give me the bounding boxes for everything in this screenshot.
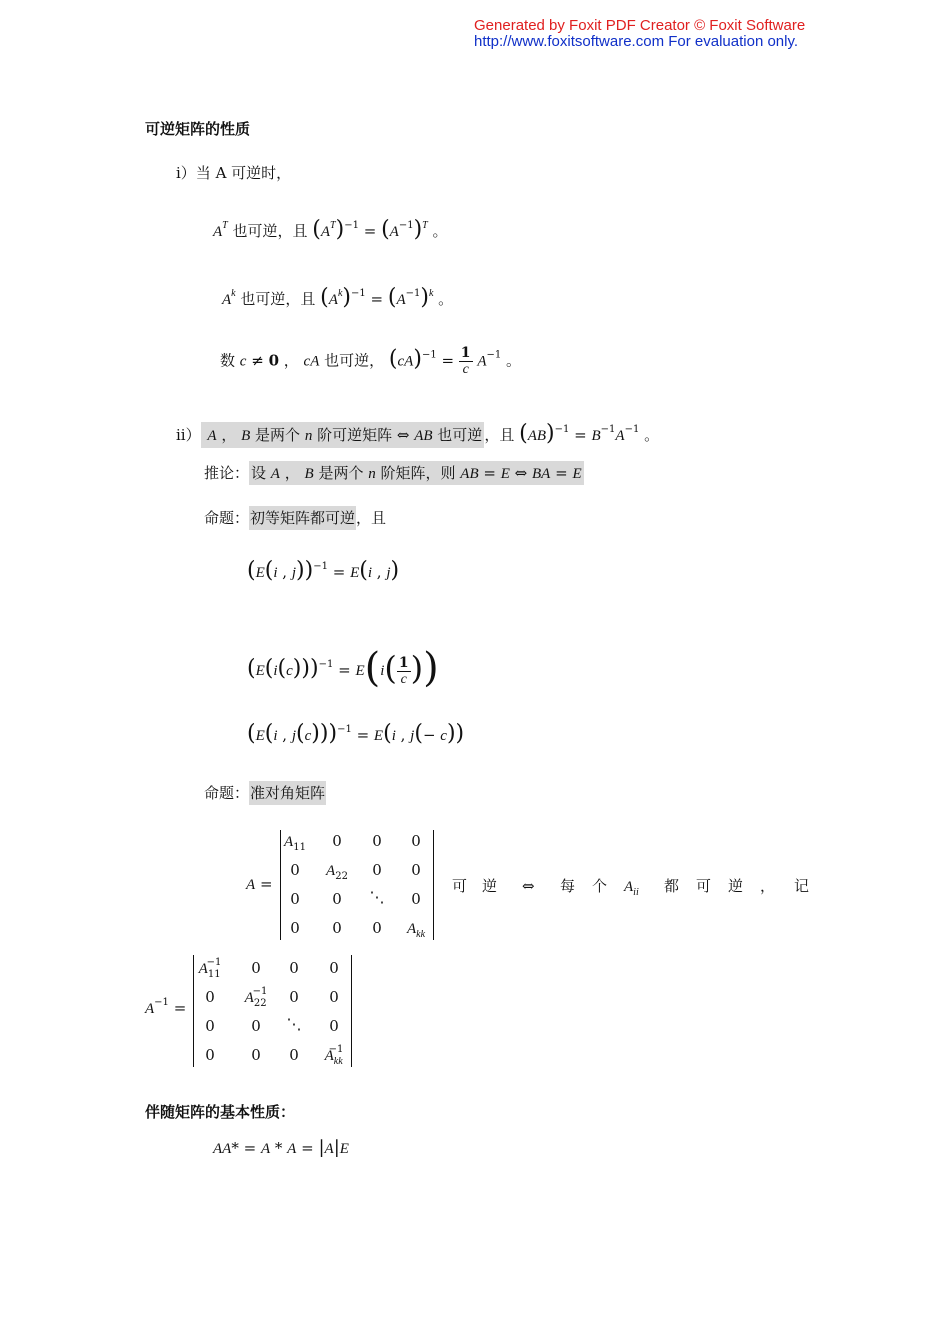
proposition-block-diagonal — [204, 782, 326, 803]
proposition-label: 命题： — [204, 509, 250, 527]
formula-adjoint: AA* = A * A = |A|E — [213, 1137, 349, 1158]
item-ii-label: ii） — [176, 426, 201, 444]
matrix-A-inverse: $A_{11}^{-1}$ 0 0 0 0 $A_{22}^{-1}$ 0 0 0 0 ⋱ 0 0 0 0 $A_{kk}^{-1}$ — [193, 955, 352, 1067]
item-i-intro: i）当 A 可逆时， — [176, 164, 292, 182]
proposition-label-2: 命题： — [204, 784, 250, 802]
formula-power: $A^k$ 也可逆，且 $(A^k)^{-1} = (A^{-1})^k$ 。 — [222, 285, 454, 310]
matrix-A: $A_{11}$ 0 0 0 0 $A_{22}$ 0 0 0 0 ⋱ 0 0 0 0 $A_{kk}$ — [280, 830, 434, 940]
proposition-highlight-2: 准对角矩阵 — [249, 781, 326, 805]
proposition-elementary: 命题：初等矩阵都可逆，且 — [204, 507, 386, 528]
corollary: 推论： 设 A ， B 是两个 n 阶矩阵，则 AB = E ⇔ BA = E — [204, 462, 584, 483]
formula-elementary-swap: (E(i , j))$^{-1}$ = E(i , j) — [247, 558, 400, 583]
section-title-adjoint: 伴随矩阵的基本性质： — [145, 1103, 296, 1121]
formula-elementary-add: (E(i , j(c)))$^{-1}$ = E(i , j(− c)) — [247, 721, 465, 746]
corollary-label: 推论： — [204, 464, 250, 482]
formula-scalar: 数 c ≠ 0 ， cA 也可逆， (cA)$^{-1}$ = $\frac{1}{c}$ $A^{-1}$ 。 — [220, 345, 522, 377]
formula-elementary-scale: $(E(i(c)))^{-1} = E(i$( $\frac{1}{c}$ )) — [247, 645, 439, 691]
matrix-A-label: A = — [246, 875, 273, 893]
watermark-line-2: http://www.foxitsoftware.com For evaluation only. — [474, 33, 799, 50]
section-title-invertible: 可逆矩阵的性质 — [145, 120, 251, 138]
watermark-line-1: Generated by Foxit PDF Creator © Foxit Software — [474, 17, 806, 34]
formula-transpose: $A^T$ 也可逆，且 $(A^T)^{-1} = (A^{-1})^T$ 。 — [213, 217, 448, 242]
item-ii: ii） A ， B 是两个 n 阶可逆矩阵 ⇔ AB 也可逆 ，且 $(AB)^{-1} = B^{-1}A^{-1}$ 。 — [176, 421, 660, 446]
block-diagonal-statement: 可 逆 ⇔ 每 个 $A_{ii}$ 都 可 逆 ， 记 — [452, 877, 810, 898]
proposition-highlight: 初等矩阵都可逆 — [249, 506, 356, 530]
matrix-A-inverse-label: $A^{-1}$ = — [145, 997, 187, 1017]
